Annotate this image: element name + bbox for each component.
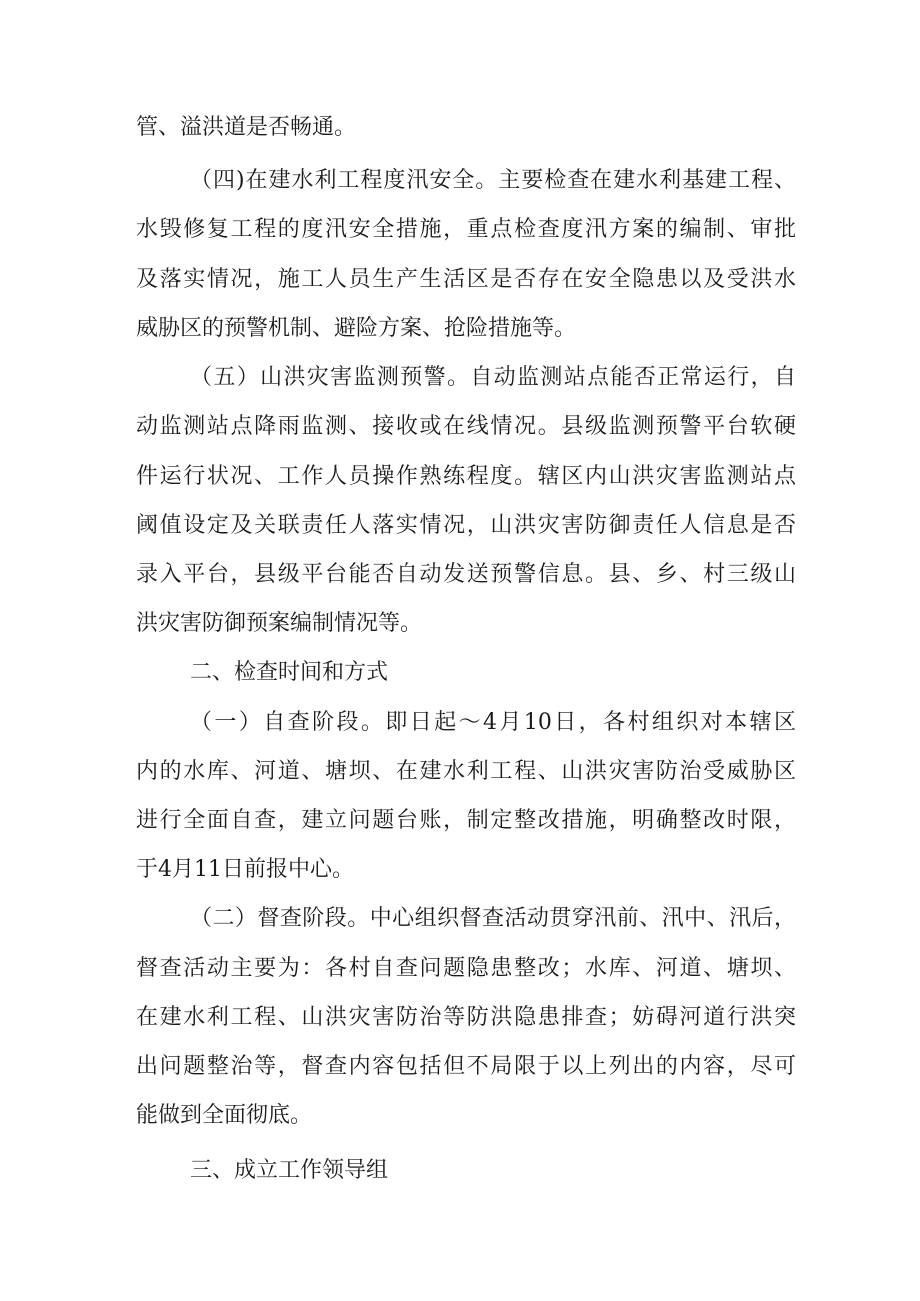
text-line: （四)在建水利工程度汛安全。主要检查在建水利基建工程、 <box>190 168 796 193</box>
text-line: 能做到全面彻底。 <box>136 1103 313 1128</box>
text-line: 进行全面自查，建立问题台账，制定整改措施，明确整改时限， <box>136 808 796 833</box>
text-line: 于4月11日前报中心。 <box>136 857 354 882</box>
text-line: 在建水利工程、山洪灾害防治等防洪隐患排查；妨碍河道行洪突 <box>136 1005 796 1030</box>
text-line: 件运行状况、工作人员操作熟练程度。辖区内山洪灾害监测站点 <box>136 464 796 489</box>
text-line: 洪灾害防御预案编制情况等。 <box>136 611 423 636</box>
text-line: 阈值设定及关联责任人落实情况，山洪灾害防御责任人信息是否 <box>136 513 796 538</box>
text-line: （一）自查阶段。即日起～4月10日，各村组织对本辖区 <box>190 710 796 735</box>
text-line: （五）山洪灾害监测预警。自动监测站点能否正常运行，自 <box>190 365 796 390</box>
text-line: 督查活动主要为：各村自查问题隐患整改；水库、河道、塘坝、 <box>136 956 796 981</box>
text-line: （二）督查阶段。中心组织督查活动贯穿汛前、汛中、汛后， <box>190 906 796 931</box>
text-line: 动监测站点降雨监测、接收或在线情况。县级监测预警平台软硬 <box>136 414 796 439</box>
text-line: 及落实情况，施工人员生产生活区是否存在安全隐患以及受洪水 <box>136 267 796 292</box>
text-line: 水毁修复工程的度汛安全措施，重点检查度汛方案的编制、审批 <box>136 217 796 242</box>
text-line: 出问题整治等，督查内容包括但不局限于以上列出的内容，尽可 <box>136 1054 796 1079</box>
text-line: 录入平台，县级平台能否自动发送预警信息。县、乡、村三级山 <box>136 562 796 587</box>
section-heading: 二、检查时间和方式 <box>190 660 389 685</box>
text-line: 内的水库、河道、塘坝、在建水利工程、山洪灾害防治受威胁区 <box>136 759 796 784</box>
section-heading: 三、成立工作领导组 <box>190 1158 389 1183</box>
text-line: 管、溢洪道是否畅通。 <box>136 115 357 140</box>
text-line: 威胁区的预警机制、避险方案、抢险措施等。 <box>136 316 577 341</box>
